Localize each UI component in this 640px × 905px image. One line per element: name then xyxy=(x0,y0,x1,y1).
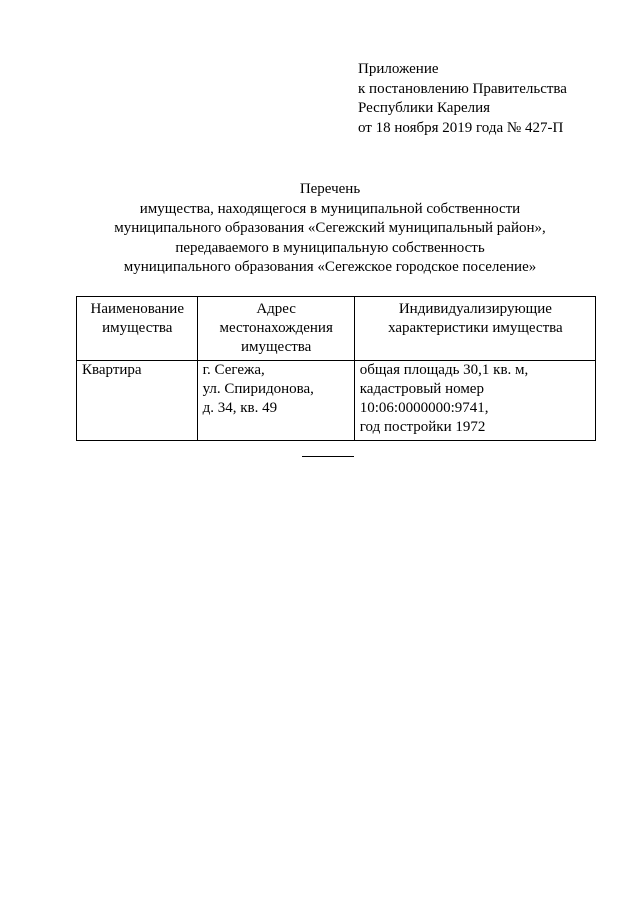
cell-characteristics xyxy=(354,361,595,441)
header-address xyxy=(197,297,354,361)
header-text: Наименование xyxy=(90,301,184,317)
title-line: передаваемого в муниципальную собственность xyxy=(175,239,485,256)
header-characteristics xyxy=(354,297,595,361)
cell-text: 10:06:0000000:9741, xyxy=(359,400,489,416)
property-table xyxy=(76,296,596,441)
appendix-line: к постановлению Правительства xyxy=(358,80,567,97)
header-text: характеристики имущества xyxy=(388,320,563,336)
header-text: имущества xyxy=(240,339,312,355)
appendix-line: Приложение xyxy=(358,61,439,77)
cell-text: ул. Спиридонова, xyxy=(202,381,314,397)
title-line: имущества, находящегося в муниципальной собственности xyxy=(139,200,521,217)
table-header-row xyxy=(77,297,596,361)
end-divider xyxy=(302,456,354,457)
cell-text: год постройки 1972 xyxy=(359,419,486,435)
header-text: Индивидуализирующие xyxy=(398,301,552,317)
cell-text: г. Сегежа, xyxy=(202,362,265,378)
appendix-line: Республики Карелия xyxy=(358,100,491,116)
cell-name xyxy=(77,361,198,441)
cell-text: д. 34, кв. 49 xyxy=(202,400,278,416)
header-text: имущества xyxy=(102,320,173,336)
cell-text: Квартира xyxy=(82,362,142,378)
appendix-line: от 18 ноября 2019 года № 427-П xyxy=(358,119,564,136)
cell-address xyxy=(197,361,354,441)
header-text: местонахождения xyxy=(219,320,333,336)
title-line: Перечень xyxy=(299,181,361,197)
header-text: Адрес xyxy=(256,301,296,317)
cell-text: кадастровый номер xyxy=(359,381,484,397)
title-line: муниципального образования «Сегежский муниципальный район», xyxy=(114,220,546,236)
document-title xyxy=(0,180,640,278)
table-row xyxy=(77,361,596,441)
header-name xyxy=(77,297,198,361)
cell-text: общая площадь 30,1 кв. м, xyxy=(359,362,529,378)
appendix-header xyxy=(358,60,567,138)
title-line: муниципального образования «Сегежское городское поселение» xyxy=(123,259,537,275)
